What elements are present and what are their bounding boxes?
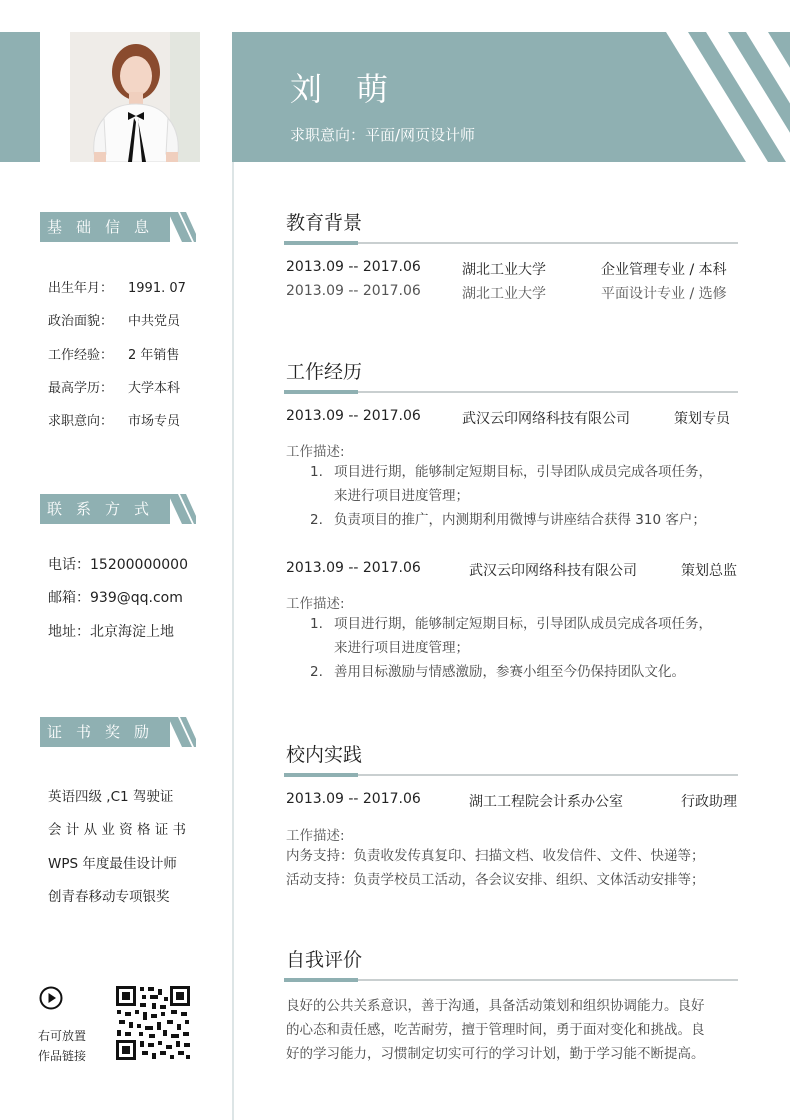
contact-email: 邮箱：939@qq.com — [48, 590, 183, 607]
section-title: 基础信息 — [46, 218, 163, 236]
section-title-self-eval: 自我评价 — [286, 949, 363, 971]
header-band — [232, 32, 790, 162]
section-header-contact — [40, 494, 195, 524]
certificate-item: 英语四级 ,C1 驾驶证 — [48, 789, 174, 805]
section-stripe-icon — [168, 717, 196, 747]
left-accent-band — [0, 32, 40, 162]
job-duties-list — [286, 612, 746, 684]
info-row: 工作经验： 2 年销售 — [48, 347, 180, 363]
section-title-campus: 校内实践 — [286, 744, 363, 766]
list-item: 1. 项目进行期，能够制定短期目标，引导团队成员完成各项任务， 来进行项目进度管理； — [310, 464, 712, 504]
section-header-basic-info — [40, 212, 195, 242]
info-row: 政治面貌： 中共党员 — [48, 314, 181, 330]
decorative-stripes — [560, 32, 790, 162]
info-row: 求职意向： 市场专员 — [48, 414, 181, 430]
job-duties-list — [286, 460, 746, 532]
candidate-name: 刘 萌 — [290, 70, 401, 108]
contact-list — [48, 554, 228, 654]
section-title: 联系方式 — [46, 500, 163, 518]
section-stripe-icon — [168, 494, 196, 524]
certificate-list — [48, 785, 228, 918]
section-accent — [284, 241, 358, 245]
campus-desc: 内务支持：负责收发传真复印、扫描文档、收发信件、文件、快递等； 活动支持：负责学校员工活动，各会议安排、组织、文体活动安排等； — [286, 848, 705, 888]
portfolio-note: 右可放置 作品链接 — [38, 1029, 87, 1063]
basic-info-list — [48, 277, 228, 443]
campus-desc-label: 工作描述: — [286, 828, 345, 844]
section-title-education: 教育背景 — [286, 212, 363, 234]
section-title-work: 工作经历 — [286, 361, 363, 383]
self-eval-text: 良好的公共关系意识，善于沟通，具备活动策划和组织协调能力。良好 的心态和责任感，吃苦耐劳，擅于管理时间，勇于面对变化和挑战。良 好的学习能力，习惯制定切实可行的学习计划，勤于学习能不断提高。 — [286, 998, 705, 1062]
section-header-certificates — [40, 717, 195, 747]
list-item: 1. 项目进行期，能够制定短期目标，引导团队成员完成各项任务， 来进行项目进度管理； — [310, 616, 712, 656]
qr-code-icon[interactable] — [115, 985, 191, 1061]
certificate-item: 会 计 从 业 资 格 证 书 — [48, 822, 187, 839]
section-accent — [284, 390, 358, 394]
profile-photo — [70, 32, 201, 162]
job-desc-label: 工作描述: — [286, 596, 345, 612]
list-item: 2. 负责项目的推广，内测期利用微博与讲座结合获得 310 客户； — [310, 512, 706, 528]
section-title: 证书奖励 — [46, 723, 163, 741]
contact-address: 地址：北京海淀上地 — [48, 623, 174, 640]
play-circle-icon[interactable] — [39, 986, 63, 1010]
section-stripe-icon — [168, 212, 196, 242]
section-accent — [284, 773, 358, 777]
info-row: 最高学历： 大学本科 — [48, 380, 181, 396]
certificate-item: WPS 年度最佳设计师 — [48, 855, 177, 872]
section-accent — [284, 978, 358, 982]
job-desc-label: 工作描述: — [286, 444, 345, 460]
contact-phone: 电话：15200000000 — [48, 557, 188, 573]
job-intent: 求职意向：平面/网页设计师 — [290, 126, 476, 144]
resume-page: 刘 萌 求职意向：平面/网页设计师 基础信息 出生年月： 1991. 07 政治面貌： 中共党员 工作经验： 2 年销售 最高学历： 大学本科 求职意向： 市场专员 联系方式 电话：15200000000 邮箱：939@qq.com 地址：北京海淀上地 证书奖励 英语四级 ,C1 驾驶证 会 计 从 业 资 格 证 书 WPS 年度最佳设计师 创青春移动专项银奖 右可放置 作品链接 教育背景 2013.09 -- 2017.06 湖北工业大学 企业管理专业 / 本科 2013.09 -- 2017.06 湖北工业大学 平面设计专业 / 选修 工作经历 2013.09 -- 2017.06 武汉云印网络科技有限公司 策划专员 工作描述: 1. 项目进行期，能够制定短期目标，引导团队成员完成各项任务， 来进行项目进度管理； 2. 负责项目的推广，内测期利用微博与讲座结合获得 310 客户； 2013.09 -- 2017.06 武汉云印网络科技有限公司 策划总监 工作描述: 1. 项目进行期，能够制定短期目标，引导团队成员完成各项任务， 来进行项目进度管理； 2. 善用目标激励与情感激励，参赛小组至今仍保持团队文化。 校内实践 2013.09 -- 2017.06 湖工工程院会计系办公室 行政助理 工作描述: 内务支持：负责收发传真复印、扫描文档、收发信件、文件、快递等； 活动支持：负责学校员工活动，各会议安排、组织、文体活动安排等； 自我评价 良好的公共关系意识，善于沟通，具备活动策划和组织协调能力。良好 的心态和责任感，吃苦耐劳，擅于管理时间，勇于面对变化和挑战。良 好的学习能力，习惯制定切实可行的学习计划，勤于学习能不断提高。 — [0, 0, 790, 1120]
certificate-item: 创青春移动专项银奖 — [48, 888, 170, 905]
column-divider — [232, 162, 234, 1120]
photo-spacer — [200, 32, 232, 162]
info-row: 出生年月： 1991. 07 — [48, 281, 186, 296]
list-item: 2. 善用目标激励与情感激励，参赛小组至今仍保持团队文化。 — [310, 664, 685, 680]
